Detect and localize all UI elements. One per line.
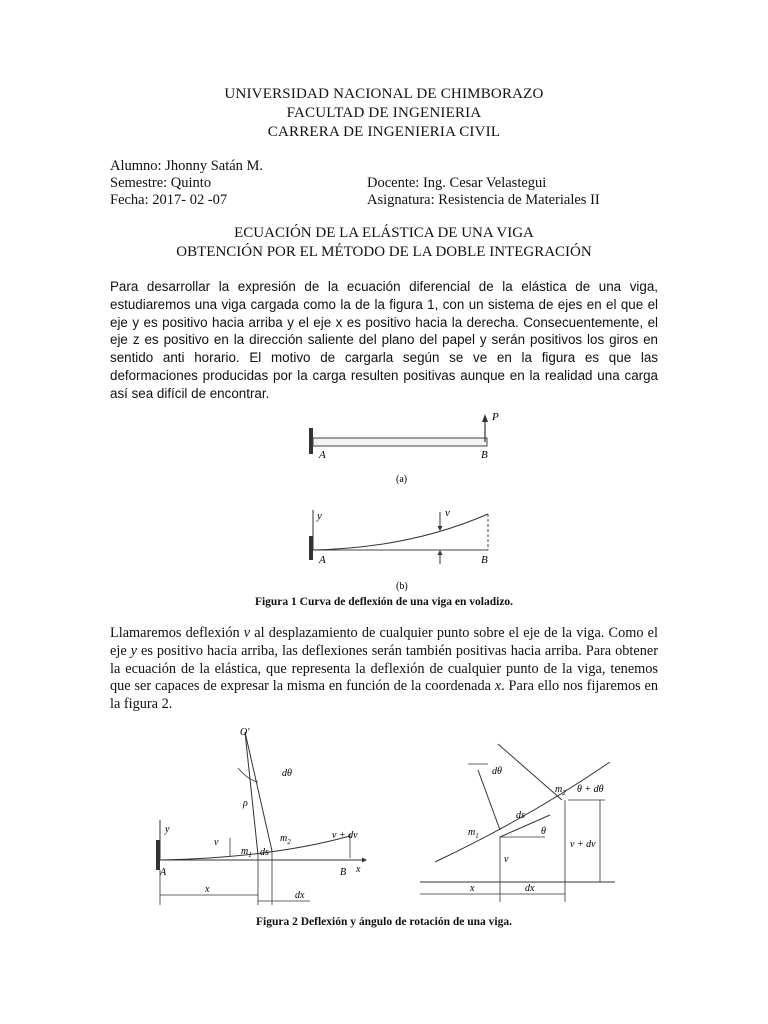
fig2r-normal-2 <box>498 744 562 800</box>
fig1b-v-arrowhead-top <box>438 526 443 531</box>
fig1a-wall <box>309 428 313 454</box>
university-name: UNIVERSIDAD NACIONAL DE CHIMBORAZO <box>224 86 544 102</box>
p2-var-y: y <box>130 642 138 659</box>
fig1a-sublabel: (a) <box>396 474 408 485</box>
fig2r-label-v: v <box>504 854 509 865</box>
career-name: CARRERA DE INGENIERIA CIVIL <box>267 124 501 140</box>
fig2r-label-dx: dx <box>525 883 535 894</box>
fig2l-radius-2 <box>245 732 272 851</box>
p2-text-1: Llamaremos deflexión <box>110 625 244 641</box>
fig2r-label-m2: $m_2$ <box>555 784 566 797</box>
figure1-b <box>300 500 510 592</box>
fig2l-label-y: y <box>165 824 170 835</box>
fig2l-label-xaxis: x <box>356 864 361 875</box>
fig1a-label-A: A <box>319 449 326 461</box>
fig2l-label-m2: $m_2$ <box>280 833 291 846</box>
fig2l-label-dx: dx <box>295 890 305 901</box>
fig1b-v-arrowhead-bottom <box>438 550 443 555</box>
fig2r-normal-1 <box>478 770 500 830</box>
document-subtitle: OBTENCIÓN POR EL MÉTODO DE LA DOBLE INTEGRACIÓN <box>176 244 592 260</box>
fig2l-label-dtheta: dθ <box>282 768 292 779</box>
fig2l-label-x: x <box>205 884 210 895</box>
fig1b-sublabel: (b) <box>396 581 408 592</box>
fig2r-label-x: x <box>470 883 475 894</box>
semester: Semestre: Quinto <box>110 175 212 191</box>
fig1b-label-y: y <box>317 510 322 522</box>
fig1b-label-v: v <box>445 507 450 519</box>
subject: Asignatura: Resistencia de Materiales II <box>367 192 600 208</box>
p2-var-v: v <box>243 625 251 641</box>
fig2r-label-ds: ds <box>516 810 525 821</box>
faculty-name: FACULTAD DE INGENIERIA <box>286 105 482 121</box>
figure1-a <box>300 408 510 488</box>
fig1b-label-A: A <box>319 554 326 566</box>
deflection-paragraph <box>110 625 658 714</box>
fig1b-wall <box>309 536 313 560</box>
document-title: ECUACIÓN DE LA ELÁSTICA DE UNA VIGA <box>234 225 534 241</box>
fig2r-label-theta: θ <box>541 826 546 837</box>
fig1a-label-B: B <box>481 449 488 461</box>
teacher: Docente: Ing. Cesar Velastegui <box>367 175 547 191</box>
fig2l-x-arrowhead <box>362 858 367 863</box>
fig2l-label-vdv: v + dv <box>332 830 358 841</box>
fig2l-label-m1: $m_1$ <box>241 846 252 859</box>
fig2l-label-ds: ds <box>260 847 269 858</box>
p2-text-4: . Para ello nos fijaremos en la figura 2. <box>110 678 658 713</box>
p2-var-x: x <box>494 678 502 695</box>
intro-paragraph: Para desarrollar la expresión de la ecuación diferencial de la elástica de una viga, estudiaremos una viga cargada como la de la figura 1, con un sistema de ejes en el que el eje y es positivo hacia arriba y el eje x es positivo hacia la derecha. Consecuentemente, el eje z es positivo en la dirección saliente del plano del papel y serán positivos los giros en sentido anti horario. El motivo de cargarla según se ve en la figura es que las deformaciones producidas por la carga resulten positivas aunque en la realidad una carga así sea difícil de encontrar. <box>110 279 658 401</box>
fig1b-label-B: B <box>481 554 488 566</box>
fig1a-load-arrowhead <box>482 414 488 422</box>
fig2l-radius-1 <box>245 732 258 855</box>
p2-text-3: es positivo hacia arriba, las deflexiones serán también positivas hacia arriba. Para obtener la ecuación de la elástica, que representa la deflexión de cualquier punto de la viga, tenemos que ser capaces de expresar la misma en función de la coordenada <box>110 642 658 695</box>
figure2-left <box>150 720 370 910</box>
fig2l-label-A: A <box>160 867 167 878</box>
fig2r-label-theta-dtheta: θ + dθ <box>577 784 604 795</box>
fig2l-wall <box>156 840 160 870</box>
figure2-right <box>420 722 620 912</box>
fig2l-label-v: v <box>214 837 219 848</box>
student-name: Alumno: Jhonny Satán M. <box>110 158 264 174</box>
fig1a-label-P: P <box>492 411 499 423</box>
fig1a-beam <box>313 438 487 446</box>
fig2r-label-dtheta: dθ <box>492 766 502 777</box>
figure1-caption: Figura 1 Curva de deflexión de una viga en voladizo. <box>254 596 514 608</box>
fig2r-label-vdv: v + dv <box>570 839 596 850</box>
date: Fecha: 2017- 02 -07 <box>110 192 228 208</box>
figure2-caption: Figura 2 Deflexión y ángulo de rotación de una viga. <box>256 916 512 928</box>
p2-text-2: al desplazamiento de cualquier punto sobre el eje de la viga. Como el eje <box>110 625 658 659</box>
fig1b-deflection-curve <box>313 514 488 550</box>
fig2l-label-B: B <box>340 867 347 878</box>
fig2r-label-m1: $m_1$ <box>468 827 479 840</box>
fig2l-label-O: O′ <box>240 727 250 738</box>
fig2l-label-rho: ρ <box>243 798 248 809</box>
fig2l-curve <box>160 836 350 860</box>
